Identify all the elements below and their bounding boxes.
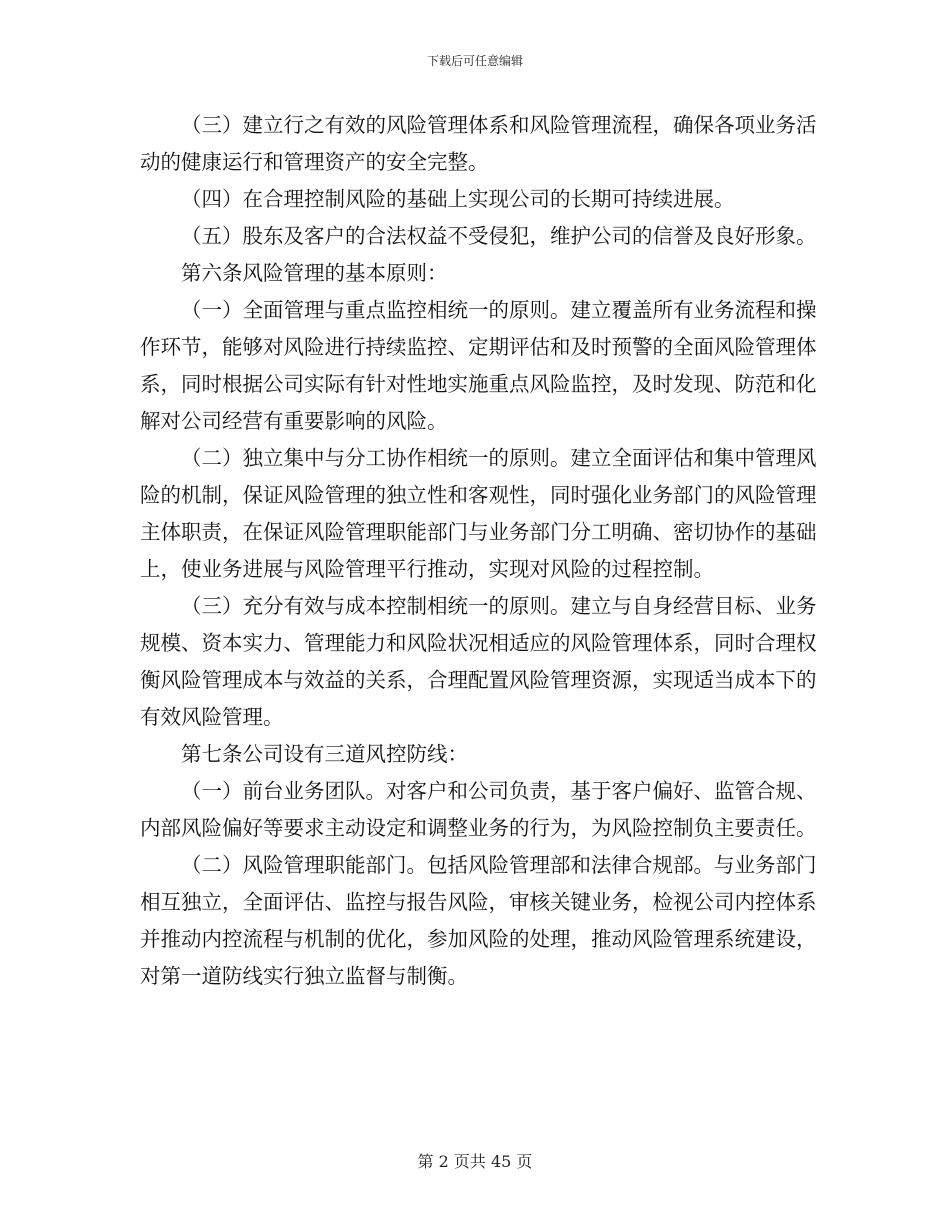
page-number: 第 2 页共 45 页 [417, 1152, 533, 1171]
paragraph: （五）股东及客户的合法权益不受侵犯，维护公司的信誉及良好形象。 [181, 224, 817, 248]
paragraph: （一）全面管理与重点监控相统一的原则。建立覆盖所有业务流程和操作环节，能够对风险进行持续监控、定期评估和及时预警的全面风险管理体系，同时根据公司实际有针对性地实施重点风险监控，及时发现、防范和化解对公司经营有重要影响的风险。 [140, 298, 817, 433]
section-heading: 第六条风险管理的基本原则： [181, 261, 448, 285]
document-body [140, 107, 820, 995]
paragraph: （三）充分有效与成本控制相统一的原则。建立与自身经营目标、业务规模、资本实力、管理能力和风险状况相适应的风险管理体系，同时合理权衡风险管理成本与效益的关系，合理配置风险管理资源，实现适当成本下的有效风险管理。 [140, 594, 817, 729]
page-header: 下载后可任意编辑 [426, 54, 523, 68]
paragraph: （三）建立行之有效的风险管理体系和风险管理流程，确保各项业务活动的健康运行和管理资产的安全完整。 [140, 113, 817, 174]
paragraph: （二）独立集中与分工协作相统一的原则。建立全面评估和集中管理风险的机制，保证风险管理的独立性和客观性，同时强化业务部门的风险管理主体职责，在保证风险管理职能部门与业务部门分工明确、密切协作的基础上，使业务进展与风险管理平行推动，实现对风险的过程控制。 [140, 446, 817, 581]
paragraph: （一）前台业务团队。对客户和公司负责，基于客户偏好、监管合规、内部风险偏好等要求主动设定和调整业务的行为，为风险控制负主要责任。 [140, 779, 817, 840]
section-heading: 第七条公司设有三道风控防线： [181, 742, 468, 766]
paragraph: （四）在合理控制风险的基础上实现公司的长期可持续进展。 [181, 187, 735, 211]
paragraph: （二）风险管理职能部门。包括风险管理部和法律合规部。与业务部门相互独立，全面评估、监控与报告风险，审核关键业务，检视公司内控体系并推动内控流程与机制的优化，参加风险的处理，推动风险管理系统建设，对第一道防线实行独立监督与制衡。 [140, 853, 817, 988]
